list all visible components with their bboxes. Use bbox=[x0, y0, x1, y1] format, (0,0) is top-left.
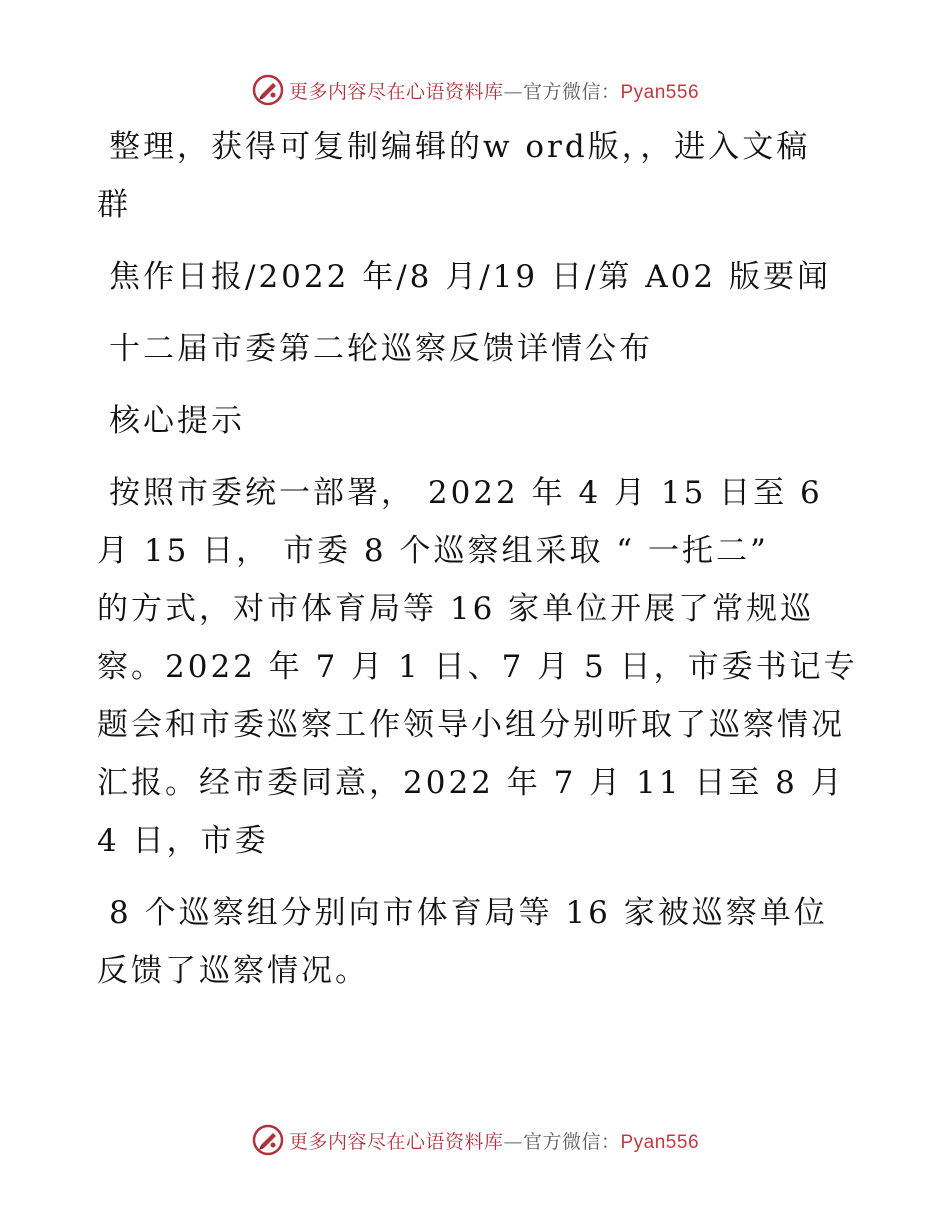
pen-logo-icon bbox=[251, 73, 285, 107]
watermark-banner-bottom bbox=[0, 1120, 950, 1160]
watermark-banner-top bbox=[0, 70, 950, 110]
watermark-dash: — bbox=[503, 1130, 523, 1153]
watermark-dash: — bbox=[503, 80, 523, 103]
watermark-text bbox=[289, 1127, 699, 1154]
text-line: 题会和市委巡察工作领导小组分别听取了巡察情况 bbox=[97, 707, 845, 743]
text-line: 月 15 日， 市委 8 个巡察组采取 “ 一托二” bbox=[97, 533, 769, 569]
watermark-wechat-id: Pyan556 bbox=[620, 1131, 700, 1153]
watermark-wechat-id: Pyan556 bbox=[620, 81, 700, 103]
source-line: 焦作日报/2022 年/8 月/19 日/第 A02 版要闻 bbox=[109, 259, 831, 295]
headline: 十二届市委第二轮巡察反馈详情公布 bbox=[109, 331, 653, 367]
pen-logo-icon bbox=[251, 1123, 285, 1157]
watermark-text bbox=[289, 77, 699, 104]
text-line: 群 bbox=[97, 187, 131, 223]
document-body bbox=[97, 118, 857, 1000]
watermark-wechat-label: 官方微信： bbox=[522, 1130, 621, 1153]
watermark-brand: 更多内容尽在心语资料库 bbox=[288, 80, 504, 103]
watermark-brand: 更多内容尽在心语资料库 bbox=[288, 1130, 504, 1153]
text-line: 按照市委统一部署， 2022 年 4 月 15 日至 6 bbox=[109, 475, 823, 511]
text-line: 整理，获得可复制编辑的w ord版，，进入文稿 bbox=[109, 129, 811, 165]
text-line: 汇报。经市委同意，2022 年 7 月 11 日至 8 月 bbox=[97, 765, 845, 801]
text-line: 反馈了巡察情况。 bbox=[97, 953, 369, 989]
text-line: 8 个巡察组分别向市体育局等 16 家被巡察单位 bbox=[109, 895, 828, 931]
text-line: 的方式，对市体育局等 16 家单位开展了常规巡 bbox=[97, 591, 815, 627]
text-line: 察。2022 年 7 月 1 日、7 月 5 日，市委书记专 bbox=[97, 649, 858, 685]
section-heading: 核心提示 bbox=[109, 403, 245, 439]
watermark-wechat-label: 官方微信： bbox=[522, 80, 621, 103]
text-line: 4 日，市委 bbox=[97, 823, 269, 859]
